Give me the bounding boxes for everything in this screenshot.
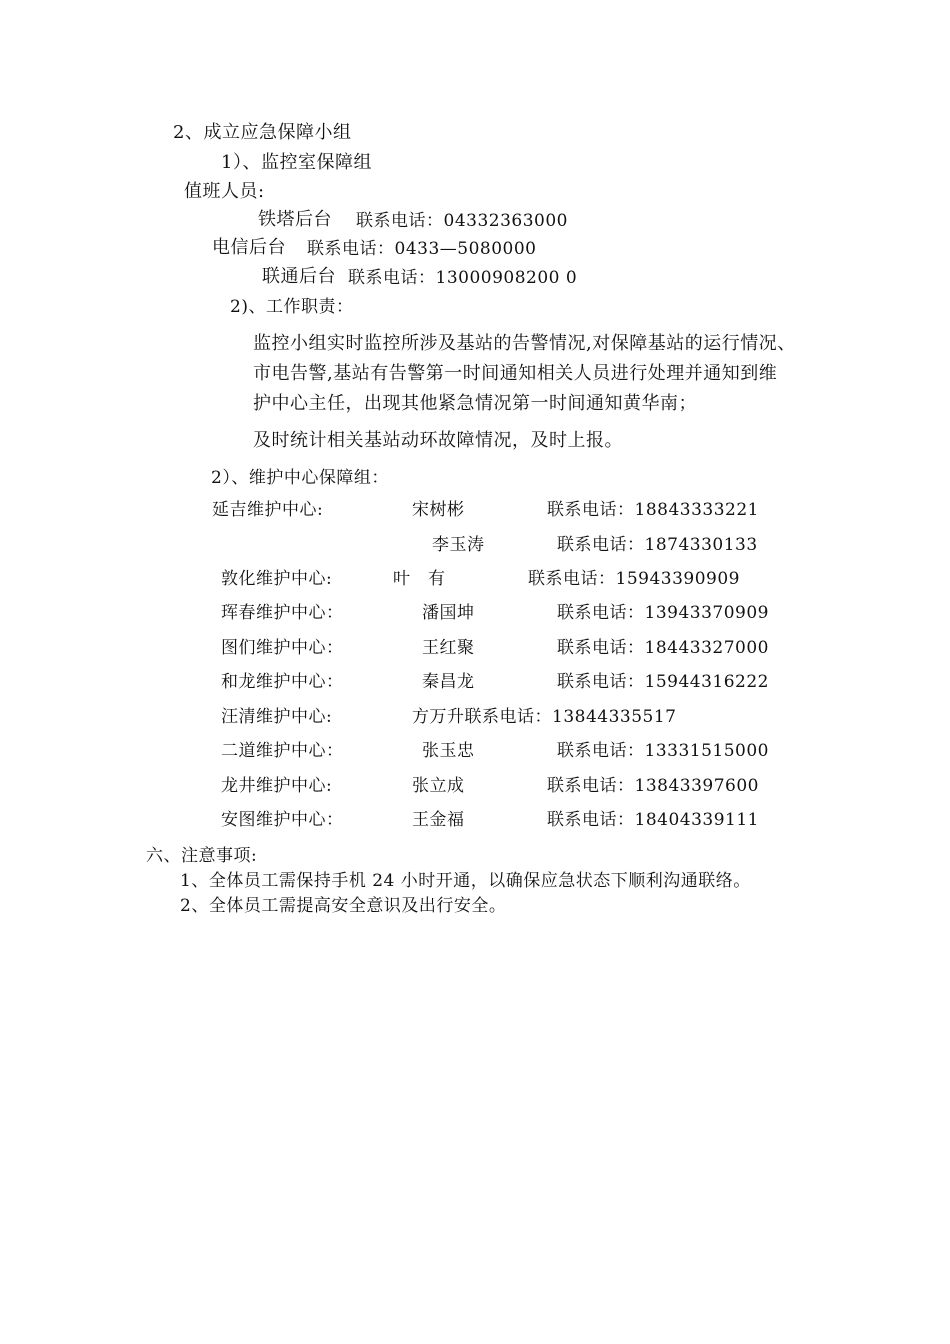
center-person: 叶 有	[393, 569, 446, 589]
monitor-contact-name: 铁塔后台	[258, 209, 332, 230]
center-name: 和龙维护中心：	[221, 672, 344, 692]
center-phone: 联系电话：13843397600	[547, 776, 759, 796]
center-name: 延吉维护中心:	[212, 500, 324, 520]
center-person: 王红聚	[422, 638, 475, 658]
notice-item: 2、全体员工需提高安全意识及出行安全。	[180, 896, 507, 916]
center-person: 方万升联系电话：13844335517	[412, 707, 677, 727]
monitor-contact-phone: 联系电话：13000908200 0	[348, 268, 578, 288]
duties-line: 市电告警,基站有告警第一时间通知相关人员进行处理并通知到维	[253, 363, 778, 384]
monitor-contact-name: 电信后台	[212, 237, 286, 258]
center-phone: 联系电话：18843333221	[547, 500, 759, 520]
monitor-contact-phone: 联系电话：0433—5080000	[307, 239, 537, 259]
center-name: 图们维护中心：	[221, 638, 344, 658]
center-phone: 联系电话：15943390909	[528, 569, 740, 589]
center-phone: 联系电话：13943370909	[557, 603, 769, 623]
center-person: 秦昌龙	[422, 672, 475, 692]
monitor-contact-phone: 联系电话：04332363000	[356, 211, 568, 231]
center-phone: 联系电话：1874330133	[557, 535, 758, 555]
center-person: 王金福	[412, 810, 465, 830]
monitor-group-heading: 1）、监控室保障组	[221, 152, 372, 173]
duties-heading: 2)、工作职责：	[230, 297, 354, 317]
center-phone: 联系电话：18443327000	[557, 638, 769, 658]
duty-staff-label: 值班人员:	[184, 181, 265, 202]
section-6-heading: 六、注意事项:	[146, 846, 258, 866]
center-phone: 联系电话：13331515000	[557, 741, 769, 761]
duties-extra: 及时统计相关基站动环故障情况，及时上报。	[253, 430, 623, 451]
center-name: 敦化维护中心:	[221, 569, 333, 589]
center-phone: 联系电话：15944316222	[557, 672, 769, 692]
section-2-heading: 2、成立应急保障小组	[173, 122, 352, 143]
center-person: 宋树彬	[412, 500, 465, 520]
center-person: 潘国坤	[422, 603, 475, 623]
center-person: 张玉忠	[422, 741, 475, 761]
center-person: 张立成	[412, 776, 465, 796]
center-name: 珲春维护中心：	[221, 603, 344, 623]
notice-item: 1、全体员工需保持手机 24 小时开通，以确保应急状态下顺利沟通联络。	[180, 871, 751, 891]
center-name: 二道维护中心：	[221, 741, 344, 761]
center-name: 安图维护中心：	[221, 810, 344, 830]
center-phone: 联系电话：18404339111	[547, 810, 759, 830]
monitor-contact-name: 联通后台	[262, 266, 336, 287]
maintenance-group-heading: 2）、维护中心保障组：	[211, 468, 389, 488]
duties-line: 监控小组实时监控所涉及基站的告警情况,对保障基站的运行情况、	[253, 333, 796, 354]
center-person: 李玉涛	[432, 535, 485, 555]
duties-line: 护中心主任，出现其他紧急情况第一时间通知黄华南；	[253, 393, 697, 414]
center-name: 汪清维护中心:	[221, 707, 333, 727]
center-name: 龙井维护中心:	[221, 776, 333, 796]
